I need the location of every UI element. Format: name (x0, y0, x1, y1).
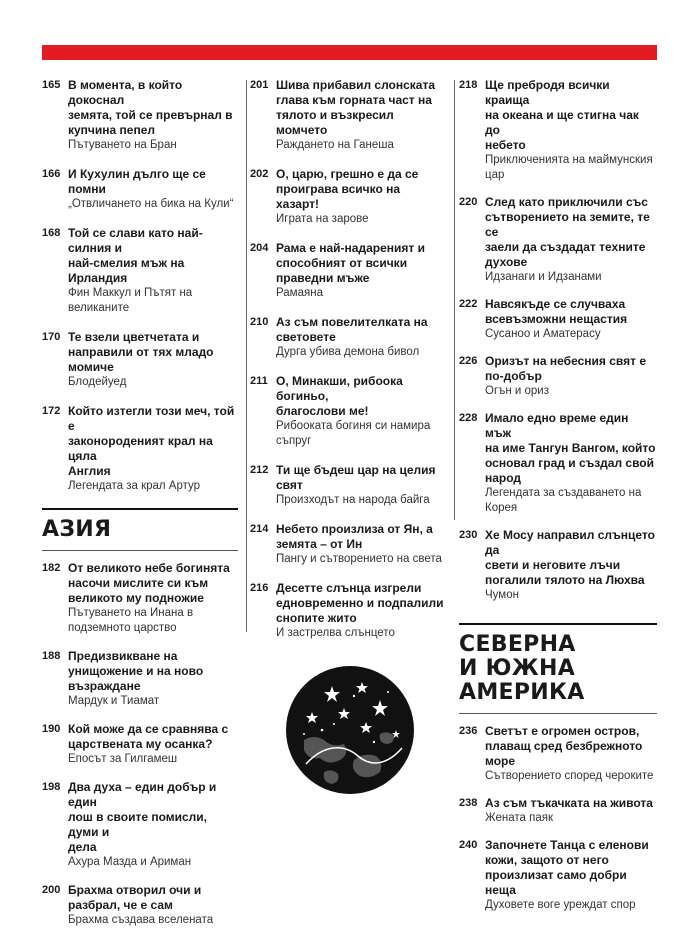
entry-title-line: праведни мъже (276, 271, 370, 285)
page-number: 204 (250, 242, 269, 254)
entry-subtitle-line: Рибооката богиня си намира (276, 420, 431, 432)
entry-title-line: погалили тялото на Люхва (485, 573, 645, 587)
entry-text (276, 581, 446, 641)
page-number: 168 (42, 227, 61, 239)
entry-title-line: великото му подножие (68, 591, 204, 605)
page-number: 172 (42, 405, 61, 417)
entry-text (68, 780, 238, 870)
entry-title-line: О, царю, грешно е да се (276, 167, 419, 181)
entry-title-line: разбрал, че е сам (68, 898, 173, 912)
entry-title-line: благослови ме! (276, 404, 369, 418)
entry-title-line: И Кухулин дълго ще се помни (68, 167, 206, 196)
entry-subtitle-line: цар (485, 169, 505, 181)
entry-title-line: О, Минакши, рибоока богиньо, (276, 374, 403, 403)
entry-text (68, 330, 238, 390)
toc-entry[interactable] (250, 463, 446, 508)
page-number: 211 (250, 375, 268, 387)
entry-text (68, 561, 238, 636)
entry-subtitle-line: Легендата за крал Артур (68, 480, 201, 492)
entry-title-line: духове (485, 255, 528, 269)
entry-title-line: небето (485, 138, 526, 152)
entry-subtitle-line: Произходът на народа байга (276, 494, 430, 506)
entry-title-line: Който изтегли този меч, той е (68, 404, 235, 433)
entry-text (68, 883, 238, 928)
entry-title-line: Брахма отворил очи и (68, 883, 202, 897)
entry-title-line: царствената му осанка? (68, 737, 213, 751)
entry-title-line: Ти ще бъдеш цар на целия свят (276, 463, 436, 492)
entry-title-line: плаващ сред безбрежното (485, 739, 643, 753)
page-number: 240 (459, 839, 478, 851)
entry-title-line: Предизвикване на (68, 649, 178, 663)
toc-entry[interactable] (42, 330, 238, 390)
entry-title-line: купчина пепел (68, 123, 155, 137)
entry-subtitle-line: Пангу и сътворението на света (276, 553, 442, 565)
entry-title-line: направили от тях младо (68, 345, 214, 359)
toc-entry[interactable] (459, 724, 657, 784)
entry-title-line: Той се слави като най-силния и (68, 226, 203, 255)
entry-title-line: способният от всички (276, 256, 408, 270)
toc-entry[interactable] (250, 241, 446, 301)
entry-subtitle-line: „Отвличането на бика на Кули“ (68, 198, 234, 210)
entry-title-line: В момента, в който докоснал (68, 78, 183, 107)
entry-text (276, 167, 446, 227)
entry-text (68, 167, 238, 212)
entry-title-line: Два духа – един добър и един (68, 780, 217, 809)
page-number: 190 (42, 723, 61, 735)
toc-column-3 (459, 78, 657, 913)
entry-subtitle-line: Идзанаги и Идзанами (485, 271, 602, 283)
entry-text (276, 315, 446, 360)
entry-title-line: сътворението на земите, те се (485, 210, 650, 239)
toc-entry[interactable] (42, 404, 238, 494)
entry-title-line: едновременно и подпалили (276, 596, 444, 610)
entry-subtitle-line: Сътворението според чероките (485, 770, 654, 782)
entry-title-line: проиграва всичко на хазарт! (276, 182, 401, 211)
entry-text (68, 226, 238, 316)
page-number: 214 (250, 523, 269, 535)
toc-entry[interactable] (459, 411, 657, 516)
entry-subtitle-line: Духовете воге уреждат спор (485, 899, 636, 911)
entry-subtitle-line: подземното царство (68, 622, 177, 634)
entry-title-line: свети и неговите лъчи (485, 558, 621, 572)
entry-title-line: Аз съм повелителката на (276, 315, 428, 329)
toc-column-2 (250, 78, 446, 641)
entry-title-line: глава към горната част на (276, 93, 432, 107)
entry-subtitle-line: Огън и ориз (485, 385, 549, 397)
toc-group-asia-cont (250, 78, 446, 641)
entry-subtitle-line: Ахура Мазда и Ариман (68, 856, 192, 868)
column-divider-1 (246, 80, 247, 632)
entry-title-line: Десетте слънца изгрели (276, 581, 422, 595)
page-number: 165 (42, 79, 61, 91)
toc-entry[interactable] (459, 838, 657, 913)
entry-subtitle-line: Раждането на Ганеша (276, 139, 394, 151)
page-number: 222 (459, 298, 478, 310)
entry-title-line: всевъзможни нещастия (485, 312, 628, 326)
section-title-line-2: И ЮЖНА АМЕРИКА (459, 656, 585, 705)
entry-subtitle-line: Рамаяна (276, 287, 323, 299)
entry-title-line: насочи мислите си към (68, 576, 209, 590)
entry-title-line: произлизат само добри неща (485, 868, 627, 897)
entry-title-line: основал град и създал свой (485, 456, 655, 470)
entry-text (276, 463, 446, 508)
entry-title-line: Англия (68, 464, 111, 478)
page-number: 228 (459, 412, 478, 424)
entry-subtitle-line: И застрелва слънцето (276, 627, 395, 639)
toc-group-europe (42, 78, 238, 494)
toc-entry[interactable] (459, 354, 657, 399)
entry-title-line: по-добър (485, 369, 542, 383)
entry-title-line: най-смелия мъж на Ирландия (68, 256, 185, 285)
entry-title-line: Небето произлиза от Ян, а (276, 522, 433, 536)
entry-title-line: на океана и ще стигна чак до (485, 108, 639, 137)
toc-entry[interactable] (250, 581, 446, 641)
toc-entry[interactable] (42, 883, 238, 928)
entry-text (276, 241, 446, 301)
entry-text (485, 411, 657, 516)
page-number: 220 (459, 196, 478, 208)
entry-title-line: Навсякъде се случваха (485, 297, 626, 311)
entry-text (68, 404, 238, 494)
section-title-asia: АЗИЯ (42, 518, 238, 551)
entry-subtitle-line: Играта на зарове (276, 213, 369, 225)
entry-subtitle-line: Мардук и Тиамат (68, 695, 160, 707)
entry-subtitle-line: Епосът за Гилгамеш (68, 753, 178, 765)
toc-group-asia-end (459, 78, 657, 603)
entry-subtitle-line: Сусаноо и Аматерасу (485, 328, 601, 340)
entry-text (485, 78, 657, 183)
entry-title-line: земята – от Ин (276, 537, 363, 551)
toc-entry[interactable] (459, 195, 657, 285)
toc-entry[interactable] (42, 167, 238, 212)
entry-title-line: тялото и възкресил момчето (276, 108, 394, 137)
toc-entry[interactable] (250, 522, 446, 567)
entry-text (485, 195, 657, 285)
entry-text (485, 838, 657, 913)
entry-subtitle-line: Фин Маккул и Пътят на (68, 287, 193, 299)
page-number: 198 (42, 781, 61, 793)
entry-text (485, 354, 657, 399)
entry-text (276, 374, 446, 449)
toc-group-asia (42, 561, 238, 928)
toc-entry[interactable] (250, 374, 446, 449)
entry-title-line: Те взели цветчетата и (68, 330, 200, 344)
page-number: 201 (250, 79, 269, 91)
page-number: 210 (250, 316, 269, 328)
toc-entry[interactable] (42, 226, 238, 316)
entry-subtitle-line: Брахма създава вселената (68, 914, 214, 926)
entry-title-line: заели да създадат техните (485, 240, 646, 254)
entry-title-line: снопите жито (276, 611, 357, 625)
entry-title-line: земята, той се превърнал в (68, 108, 233, 122)
section-rule (42, 508, 238, 510)
entry-title-line: възраждане (68, 679, 141, 693)
entry-title-line: Ще пребродя всички краища (485, 78, 610, 107)
page-number: 182 (42, 562, 61, 574)
entry-title-line: законороденият крал на цяла (68, 434, 213, 463)
entry-title-line: От великото небе богинята (68, 561, 230, 575)
entry-text (276, 522, 446, 567)
page-number: 170 (42, 331, 61, 343)
page-number: 238 (459, 797, 478, 809)
entry-title-line: Започнете Танца с еленови (485, 838, 649, 852)
yin-yang-stars-earth-icon (284, 664, 416, 796)
section-title-line-1: СЕВЕРНА (459, 632, 576, 657)
entry-subtitle-line: Дурга убива демона бивол (276, 346, 420, 358)
toc-entry[interactable] (42, 722, 238, 767)
page-number: 166 (42, 168, 61, 180)
entry-text (68, 649, 238, 709)
entry-subtitle-line: Чумон (485, 589, 519, 601)
entry-title-line: момиче (68, 360, 114, 374)
entry-title-line: Аз съм тъкачката на живота (485, 796, 653, 810)
entry-subtitle-line: Легендата за създаването на (485, 487, 642, 499)
entry-title-line: дела (68, 840, 97, 854)
section-america (459, 623, 657, 714)
entry-subtitle-line: великаните (68, 302, 130, 314)
entry-text (276, 78, 446, 153)
page-number: 200 (42, 884, 61, 896)
entry-title-line: Хе Мосу направил слънцето да (485, 528, 655, 557)
toc-entry[interactable] (42, 780, 238, 870)
entry-title-line: световете (276, 330, 336, 344)
entry-text (485, 724, 657, 784)
entry-title-line: Шива прибавил слонската (276, 78, 436, 92)
entry-text (485, 796, 657, 826)
entry-subtitle-line: Пътуването на Инана в (68, 607, 194, 619)
toc-entry[interactable] (459, 528, 657, 603)
page-number: 216 (250, 582, 269, 594)
header-accent-bar (42, 45, 657, 60)
entry-subtitle-line: Блодейуед (68, 376, 127, 388)
entry-subtitle-line: Корея (485, 502, 518, 514)
entry-subtitle-line: Жената паяк (485, 812, 553, 824)
page-number: 230 (459, 529, 478, 541)
page-number: 226 (459, 355, 478, 367)
toc-entry[interactable] (459, 78, 657, 183)
toc-entry[interactable] (42, 649, 238, 709)
toc-group-america (459, 724, 657, 913)
entry-subtitle-line: съпруг (276, 435, 312, 447)
entry-text (485, 297, 657, 342)
toc-entry[interactable] (250, 315, 446, 360)
entry-text (68, 78, 238, 153)
toc-entry[interactable] (250, 167, 446, 227)
entry-title-line: Оризът на небесния свят е (485, 354, 647, 368)
entry-subtitle-line: Приключенията на маймунския (485, 154, 653, 166)
entry-title-line: лош в своите помисли, думи и (68, 810, 208, 839)
entry-title-line: народ (485, 471, 522, 485)
entry-text (485, 528, 657, 603)
entry-title-line: унищожение и на ново (68, 664, 204, 678)
page-number: 212 (250, 464, 269, 476)
page-number: 202 (250, 168, 269, 180)
entry-text (68, 722, 238, 767)
toc-entry[interactable] (250, 78, 446, 153)
section-rule (459, 623, 657, 625)
toc-entry[interactable] (459, 796, 657, 826)
toc-entry[interactable] (459, 297, 657, 342)
page-number: 236 (459, 725, 478, 737)
toc-column-1 (42, 78, 238, 928)
toc-entry[interactable] (42, 78, 238, 153)
section-title-america (459, 633, 657, 714)
section-asia (42, 508, 238, 551)
page-number: 188 (42, 650, 61, 662)
column-divider-2 (454, 80, 455, 520)
entry-title-line: Рама е най-надареният и (276, 241, 425, 255)
entry-title-line: на име Тангун Вангом, който (485, 441, 656, 455)
entry-title-line: Имало едно време един мъж (485, 411, 629, 440)
toc-entry[interactable] (42, 561, 238, 636)
entry-title-line: море (485, 754, 516, 768)
entry-title-line: Светът е огромен остров, (485, 724, 640, 738)
entry-title-line: кожи, защото от него (485, 853, 609, 867)
entry-subtitle-line: Пътуването на Бран (68, 139, 177, 151)
entry-title-line: Кой може да се сравнява с (68, 722, 229, 736)
page-number: 218 (459, 79, 478, 91)
entry-title-line: След като приключили със (485, 195, 648, 209)
